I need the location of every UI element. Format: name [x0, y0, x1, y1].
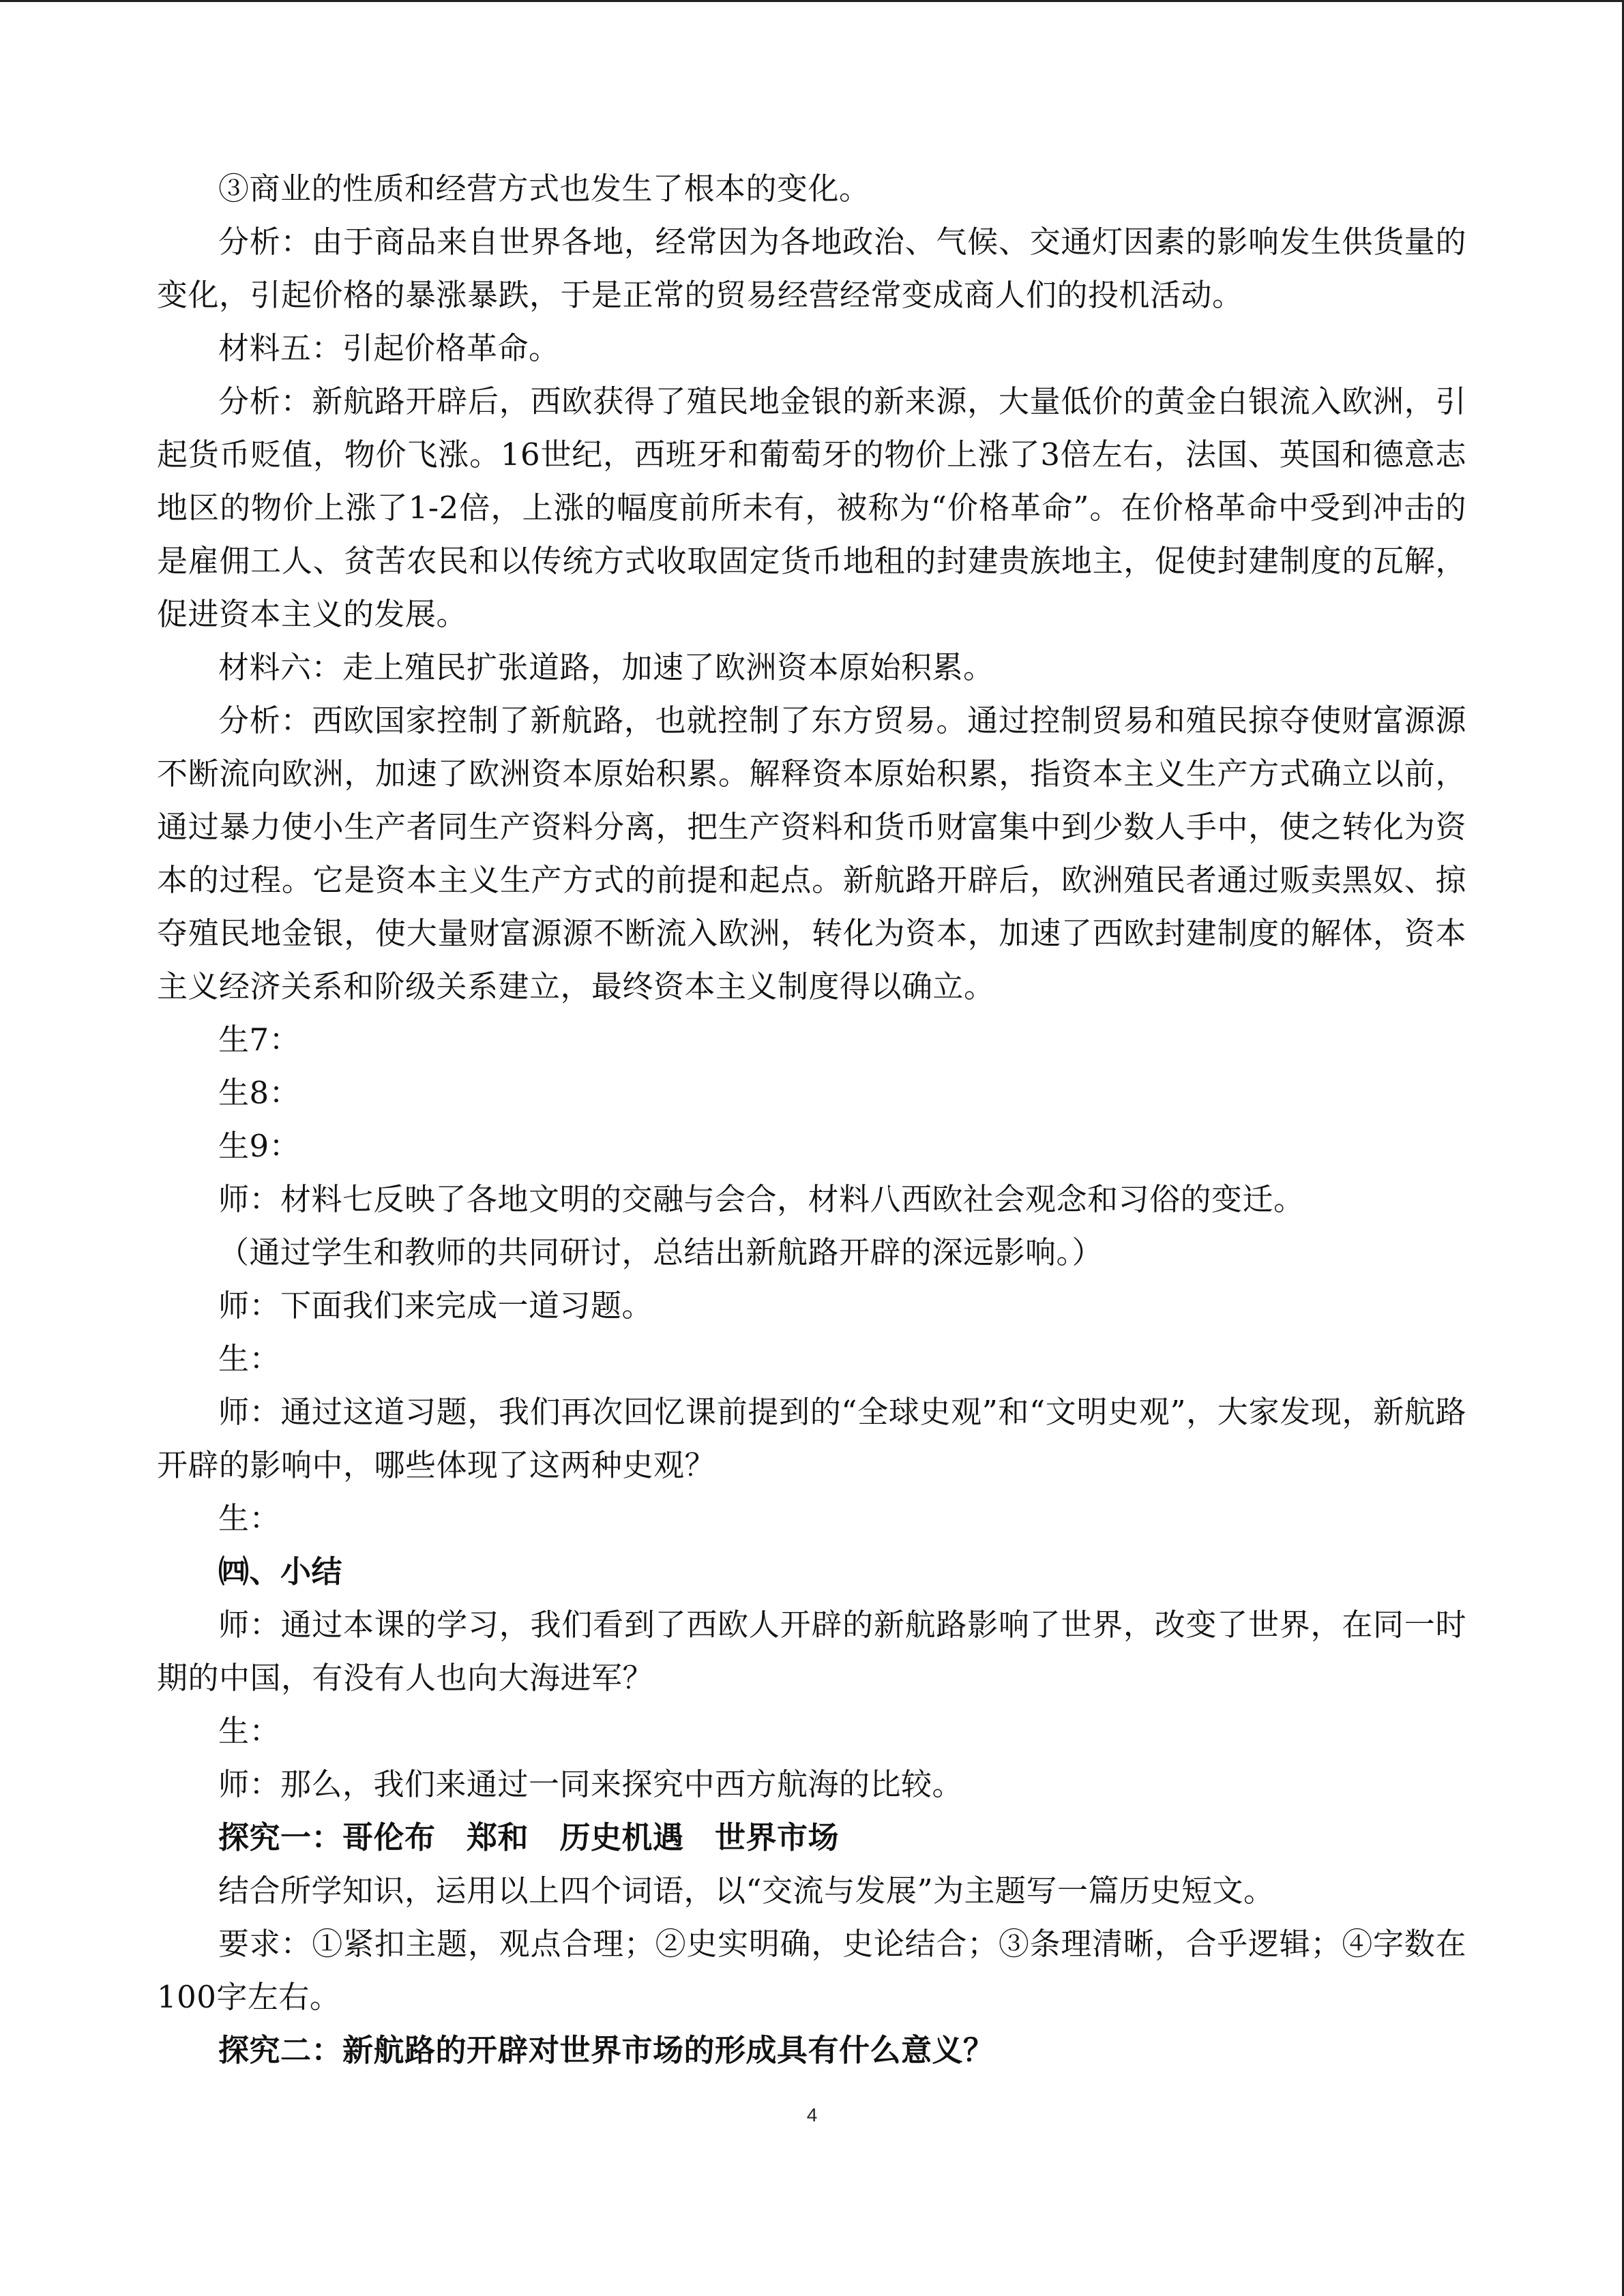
paragraph-student-9: 生9： [218, 1128, 301, 1164]
paragraph-teacher-materials: 师：材料七反映了各地文明的交融与会合，材料八西欧社会观念和习俗的变迁。 [218, 1181, 1305, 1217]
paragraph-teacher-summary: 师：通过本课的学习，我们看到了西欧人开辟的新航路影响了世界，改变了世界，在同一时期的中国，有没有人也向大海进军？ [157, 1607, 1466, 1696]
heading-inquiry-two: 探究二：新航路的开辟对世界市场的形成具有什么意义？ [218, 2032, 994, 2068]
heading-inquiry-one: 探究一：哥伦布 郑和 历史机遇 世界市场 [218, 1819, 840, 1855]
paragraph-student-8: 生8： [218, 1075, 301, 1111]
paragraph-student-reply-3: 生： [218, 1713, 281, 1749]
paragraph-student-reply-2: 生： [218, 1500, 281, 1536]
paragraph-material-six: 材料六：走上殖民扩张道路，加速了欧洲资本原始积累。 [218, 649, 994, 685]
paragraph-teacher-exercise: 师：下面我们来完成一道习题。 [218, 1287, 653, 1324]
paragraph-material-five: 材料五：引起价格革命。 [218, 330, 560, 366]
paragraph-inquiry-one-task: 结合所学知识，运用以上四个词语，以“交流与发展”为主题写一篇历史短文。 [218, 1873, 1275, 1909]
paragraph-inquiry-one-requirements: 要求：①紧扣主题，观点合理；②史实明确，史论结合；③条理清晰，合乎逻辑；④字数在100字左右。 [157, 1926, 1466, 2015]
document-body [157, 162, 1466, 2077]
paragraph-analysis-speculation: 分析：由于商品来自世界各地，经常因为各地政治、气候、交通灯因素的影响发生供货量的变化，引起价格的暴涨暴跌，于是正常的贸易经营经常变成商人们的投机活动。 [157, 224, 1466, 313]
paragraph-analysis-price-revolution: 分析：新航路开辟后，西欧获得了殖民地金银的新来源，大量低价的黄金白银流入欧洲，引起货币贬值，物价飞涨。16世纪，西班牙和葡萄牙的物价上涨了3倍左右，法国、英国和德意志地区的物价上涨了1-2倍，上涨的幅度前所未有，被称为“价格革命”。在价格革命中受到冲击的是雇佣工人、贫苦农民和以传统方式收取固定货币地租的封建贵族地主，促使封建制度的瓦解，促进资本主义的发展。 [157, 383, 1466, 632]
paragraph-commerce-change: ③商业的性质和经营方式也发生了根本的变化。 [218, 170, 870, 207]
paragraph-analysis-capital-accumulation: 分析：西欧国家控制了新航路，也就控制了东方贸易。通过控制贸易和殖民掠夺使财富源源不断流向欧洲，加速了欧洲资本原始积累。解释资本原始积累，指资本主义生产方式确立以前，通过暴力使小生产者同生产资料分离，把生产资料和货币财富集中到少数人手中，使之转化为资本的过程。它是资本主义生产方式的前提和起点。新航路开辟后，欧洲殖民者通过贩卖黑奴、掠夺殖民地金银，使大量财富源源不断流入欧洲，转化为资本，加速了西欧封建制度的解体，资本主义经济关系和阶级关系建立，最终资本主义制度得以确立。 [157, 702, 1466, 1004]
page-number: 4 [806, 2104, 818, 2126]
paragraph-student-reply-1: 生： [218, 1341, 281, 1377]
paragraph-discussion-note: （通过学生和教师的共同研讨，总结出新航路开辟的深远影响。） [218, 1234, 1104, 1270]
paragraph-teacher-comparison: 师：那么，我们来通过一同来探究中西方航海的比较。 [218, 1766, 964, 1802]
section-heading-summary: ㈣、小结 [218, 1553, 343, 1590]
paragraph-teacher-historical-views: 师：通过这道习题，我们再次回忆课前提到的“全球史观”和“文明史观”，大家发现，新航路开辟的影响中，哪些体现了这两种史观？ [157, 1394, 1466, 1483]
paragraph-student-7: 生7： [218, 1022, 301, 1058]
